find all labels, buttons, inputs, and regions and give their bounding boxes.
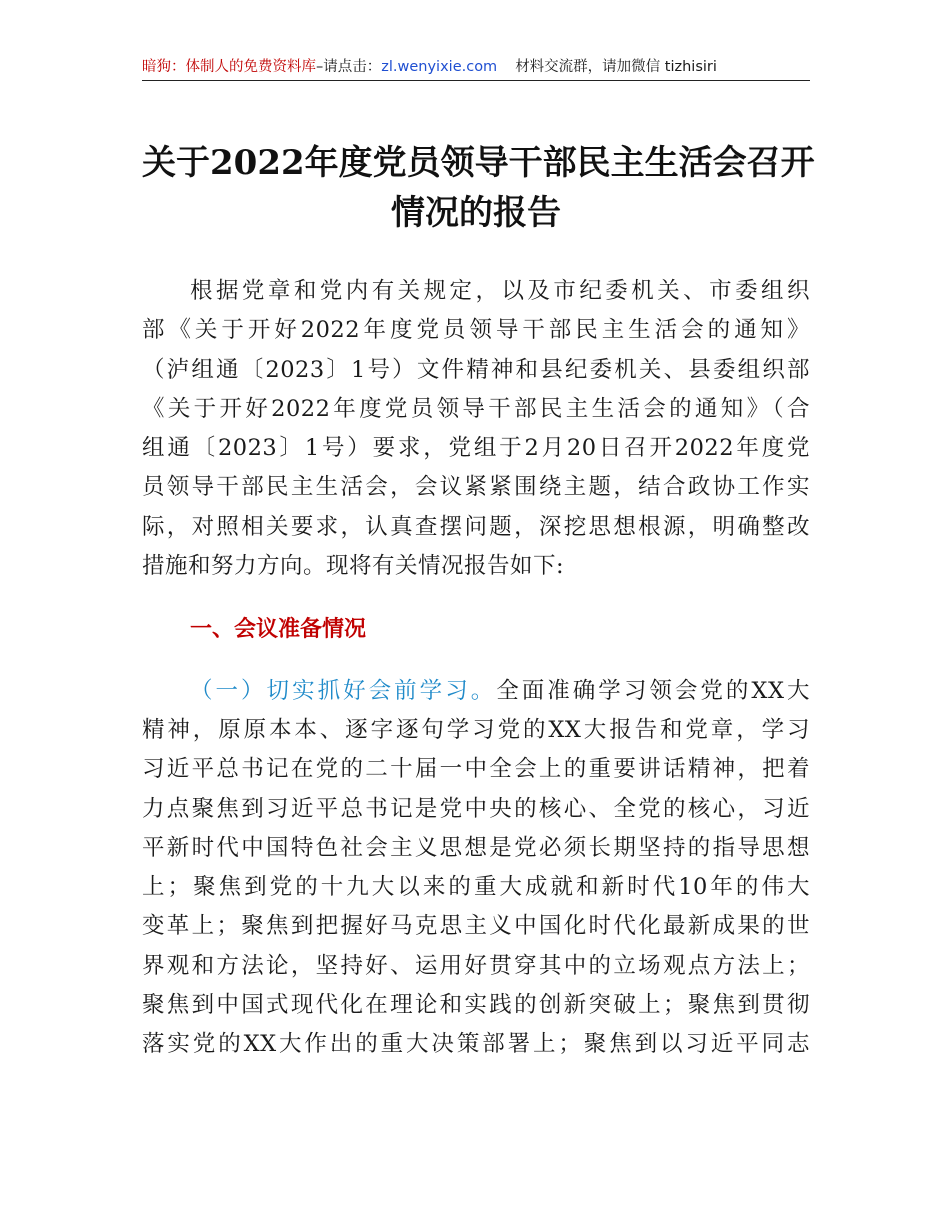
document-body <box>142 272 810 1065</box>
section-line: 落实党的XX大作出的重大决策部署上；聚焦到以习近平同志 <box>142 1031 810 1058</box>
section-line: 精神，原原本本、逐字逐句学习党的XX大报告和党章，学习 <box>142 716 810 743</box>
intro-line: 部《关于开好2022年度党员领导干部民主生活会的通知》 <box>142 317 810 344</box>
title-line-2: 情况的报告 <box>391 193 561 233</box>
section-line: 平新时代中国特色社会主义思想是党必须长期坚持的指导思想 <box>142 834 810 861</box>
intro-line: 《关于开好2022年度党员领导干部民主生活会的通知》（合 <box>142 395 810 422</box>
title-line-1: 关于2022年度党员领导干部民主生活会召开 <box>142 143 815 183</box>
subsection-heading: （一）切实抓好会前学习。 <box>190 677 497 704</box>
section-line: 习近平总书记在党的二十届一中全会上的重要讲话精神，把着 <box>142 756 810 783</box>
section-line: 上；聚焦到党的十九大以来的重大成就和新时代10年的伟大 <box>142 874 810 901</box>
intro-paragraph <box>142 272 810 586</box>
intro-line: 组通〔2023〕1号）要求，党组于2月20日召开2022年度党 <box>142 435 810 462</box>
intro-line: 措施和努力方向。现将有关情况报告如下: <box>142 553 565 580</box>
intro-line: 际，对照相关要求，认真查摆问题，深挖思想根源，明确整改 <box>142 513 810 540</box>
header-prompt: –请点击： <box>316 59 382 75</box>
intro-line: 员领导干部民主生活会，会议紧紧围绕主题，结合政协工作实 <box>142 474 810 501</box>
header-url-link[interactable]: zl.wenyixie.com <box>381 59 498 75</box>
page-header <box>142 56 810 78</box>
header-divider <box>142 80 810 81</box>
section-paragraph <box>142 672 810 1065</box>
header-brand: 暗狗：体制人的免费资料库 <box>142 59 316 75</box>
intro-line: （泸组通〔2023〕1号）文件精神和县纪委机关、县委组织部 <box>142 356 810 383</box>
header-contact: 材料交流群，请加微信 tizhisiri <box>515 59 717 75</box>
section-line: 力点聚焦到习近平总书记是党中央的核心、全党的核心，习近 <box>142 795 810 822</box>
section-heading: 一、会议准备情况 <box>190 617 367 643</box>
intro-line: 根据党章和党内有关规定，以及市纪委机关、市委组织 <box>190 278 810 304</box>
document-title <box>142 138 815 238</box>
section-first-line <box>142 672 810 711</box>
section-line: 界观和方法论，坚持好、运用好贯穿其中的立场观点方法上； <box>142 952 810 979</box>
section-line: 变革上；聚焦到把握好马克思主义中国化时代化最新成果的世 <box>142 913 810 940</box>
section-first-line-text: 全面准确学习领会党的XX大 <box>496 677 810 704</box>
section-line: 聚焦到中国式现代化在理论和实践的创新突破上；聚焦到贯彻 <box>142 992 810 1019</box>
